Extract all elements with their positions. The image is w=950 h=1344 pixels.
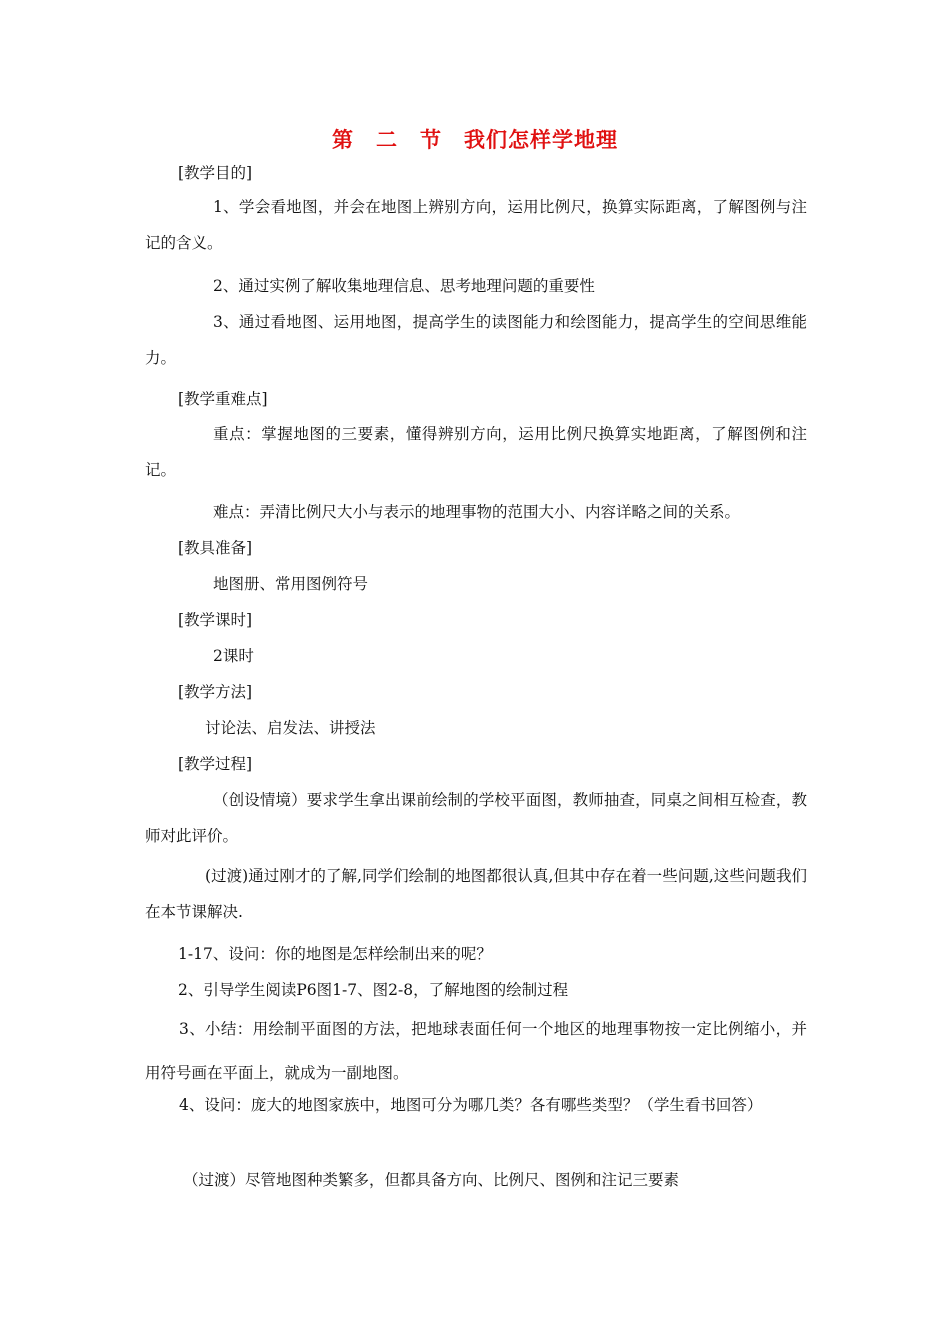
process-question-2: 4、设问：庞大的地图家族中，地图可分为哪几类？各有哪些类型？（学生看书回答） — [179, 1096, 763, 1114]
objective-1: 1、学会看地图，并会在地图上辨别方向，运用比例尺，换算实际距离，了解图例与注记的含义。 — [145, 198, 807, 252]
hours: 2课时 — [213, 647, 254, 665]
objective-2: 2、通过实例了解收集地理信息、思考地理问题的重要性 — [213, 277, 595, 295]
key-points-heading: [教学重难点] — [178, 390, 268, 408]
process-question-1: 1-17、设问：你的地图是怎样绘制出来的呢？ — [178, 945, 492, 963]
process-situation: （创设情境）要求学生拿出课前绘制的学校平面图，教师抽查，同桌之间相互检查，教师对此评价。 — [145, 791, 807, 845]
methods-heading: [教学方法] — [178, 683, 253, 701]
key-point: 重点：掌握地图的三要素，懂得辨别方向，运用比例尺换算实地距离，了解图例和注记。 — [145, 425, 807, 479]
process-heading: [教学过程] — [178, 755, 253, 773]
methods: 讨论法、启发法、讲授法 — [205, 719, 376, 737]
hours-heading: [教学课时] — [178, 611, 253, 629]
process-transition-1: (过渡)通过刚才的了解,同学们绘制的地图都很认真,但其中存在着一些问题,这些问题我们在本节课解决. — [145, 867, 807, 921]
objectives-heading: [教学目的] — [178, 164, 253, 182]
tools-heading: [教具准备] — [178, 539, 253, 557]
tools: 地图册、常用图例符号 — [213, 575, 369, 593]
page-title: 第 二 节 我们怎样学地理 — [332, 128, 618, 152]
objective-3: 3、通过看地图、运用地图，提高学生的读图能力和绘图能力，提高学生的空间思维能力。 — [145, 313, 807, 367]
process-transition-2: （过渡）尽管地图种类繁多，但都具备方向、比例尺、图例和注记三要素 — [183, 1171, 680, 1189]
process-guide: 2、引导学生阅读P6图1-7、图2-8，了解地图的绘制过程 — [178, 981, 569, 999]
difficulty: 难点：弄清比例尺大小与表示的地理事物的范围大小、内容详略之间的关系。 — [213, 503, 741, 521]
process-summary: 3、小结：用绘制平面图的方法，把地球表面任何一个地区的地理事物按一定比例缩小，并用符号画在平面上，就成为一副地图。 — [145, 1020, 807, 1082]
